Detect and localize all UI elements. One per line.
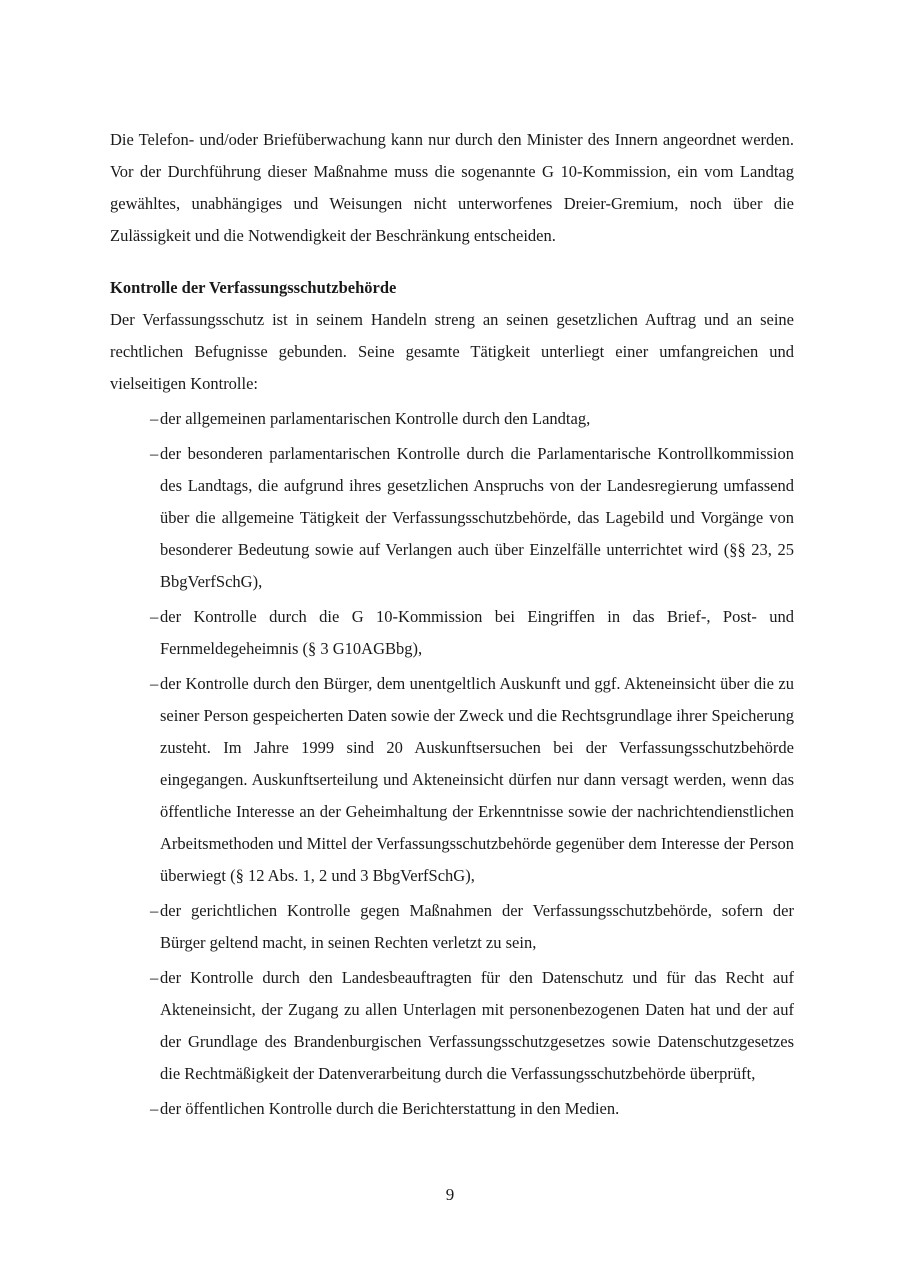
list-item: [110, 668, 794, 892]
control-list: [110, 403, 794, 1125]
bullet-dash: –: [150, 1099, 159, 1118]
list-item-text: der allgemeinen parlamentarischen Kontrolle durch den Landtag,: [160, 409, 591, 428]
intro-paragraph: Die Telefon- und/oder Briefüberwachung kann nur durch den Minister des Innern angeordnet werden. Vor der Durchführung dieser Maßnahme muss die sogenannte G 10-Kommission, ein vom Landtag gewähltes, unabhängiges und Weisungen nicht unterworfenes Dreier-Gremium, noch über die Zulässigkeit und die Notwendigkeit der Beschränkung entscheiden.: [110, 130, 794, 245]
section-lead-paragraph: Der Verfassungsschutz ist in seinem Handeln streng an seinen gesetzlichen Auftrag und an seine rechtlichen Befugnisse gebunden. Seine gesamte Tätigkeit unterliegt einer umfangreichen und vielseitigen Kontrolle:: [110, 310, 794, 393]
list-item: [110, 962, 794, 1090]
document-page: [110, 124, 794, 1125]
page-number: 9: [445, 1185, 455, 1204]
list-item: [110, 601, 794, 665]
list-item: [110, 1093, 794, 1125]
bullet-dash: –: [150, 607, 159, 626]
bullet-dash: –: [150, 409, 159, 428]
bullet-dash: –: [150, 444, 159, 463]
list-item: [110, 438, 794, 598]
list-item-text: der Kontrolle durch den Landesbeauftragten für den Datenschutz und für das Recht auf Akteneinsicht, der Zugang zu allen Unterlagen mit personenbezogenen Daten hat und der auf der Grundlage des Brandenburgischen Verfassungsschutzgesetzes sowie Datenschutzgesetzes die Rechtmäßigkeit der Datenverarbeitung durch die Verfassungsschutzbehörde überprüft,: [160, 968, 794, 1083]
list-item-text: der öffentlichen Kontrolle durch die Berichterstattung in den Medien.: [160, 1099, 620, 1118]
bullet-dash: –: [150, 968, 159, 987]
list-item-text: der gerichtlichen Kontrolle gegen Maßnahmen der Verfassungsschutzbehörde, sofern der Bürger geltend macht, in seinen Rechten verletzt zu sein,: [160, 901, 794, 952]
list-item: [110, 403, 794, 435]
list-item-text: der Kontrolle durch den Bürger, dem unentgeltlich Auskunft und ggf. Akteneinsicht über die zu seiner Person gespeicherten Daten sowie der Zweck und die Rechtsgrundlage ihrer Speicherung zusteht. Im Jahre 1999 sind 20 Auskunftsersuchen bei der Verfassungsschutzbehörde eingegangen. Auskunftserteilung und Akteneinsicht dürfen nur dann versagt werden, wenn das öffentliche Interesse an der Geheimhaltung der Erkenntnisse sowie der nachrichtendienstlichen Arbeitsmethoden und Mittel der Verfassungsschutzbehörde gegenüber dem Interesse der Person überwiegt (§ 12 Abs. 1, 2 und 3 BbgVerfSchG),: [160, 674, 794, 885]
list-item: [110, 895, 794, 959]
list-item-text: der besonderen parlamentarischen Kontrolle durch die Parlamentarische Kontrollkommission des Landtags, die aufgrund ihres gesetzlichen Anspruchs von der Landesregierung umfassend über die allgemeine Tätigkeit der Verfassungsschutzbehörde, das Lagebild und Vorgänge von besonderer Bedeutung sowie auf Verlangen auch über Einzelfälle unterrichtet wird (§§ 23, 25 BbgVerfSchG),: [160, 444, 794, 591]
bullet-dash: –: [150, 674, 159, 693]
section-heading: Kontrolle der Verfassungsschutzbehörde: [110, 278, 397, 297]
list-item-text: der Kontrolle durch die G 10-Kommission bei Eingriffen in das Brief-, Post- und Fernmeldegeheimnis (§ 3 G10AGBbg),: [160, 607, 794, 658]
bullet-dash: –: [150, 901, 159, 920]
